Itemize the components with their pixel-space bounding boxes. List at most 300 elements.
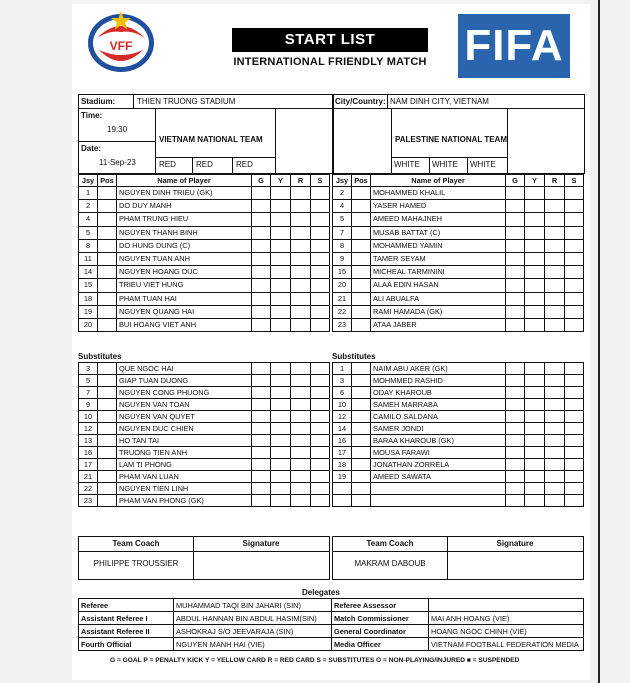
yellow-card-cell (271, 435, 291, 447)
substitution-cell (565, 411, 584, 423)
home-sub-row (79, 411, 330, 423)
red-card-cell (545, 252, 565, 265)
position-cell (98, 279, 117, 292)
position-cell (98, 459, 117, 471)
jersey-number (333, 483, 352, 495)
jersey-number: 21 (79, 471, 98, 483)
away-sub-row (333, 399, 584, 411)
player-name: TRIEU VIET HUNG (117, 279, 252, 292)
home-sub-row (79, 399, 330, 411)
substitution-cell (311, 495, 330, 507)
yellow-card-cell (271, 459, 291, 471)
goal-cell (252, 435, 271, 447)
substitution-cell (311, 266, 330, 279)
player-name: NGUYEN HOANG DUC (117, 266, 252, 279)
jersey-number: 16 (79, 447, 98, 459)
position-cell (98, 213, 117, 226)
home-starter-row (79, 200, 330, 213)
home-sub-row (79, 447, 330, 459)
jersey-number: 14 (333, 423, 352, 435)
jersey-number: 11 (79, 252, 98, 265)
red-card-cell (291, 399, 311, 411)
jersey-number: 13 (79, 435, 98, 447)
position-cell (352, 387, 371, 399)
start-list-page (72, 4, 590, 680)
yellow-card-cell (525, 200, 545, 213)
goal-cell (252, 375, 271, 387)
player-name: NGUYEN VAN QUYET (117, 411, 252, 423)
jersey-number: 10 (333, 399, 352, 411)
position-cell (352, 363, 371, 375)
jersey-number (333, 495, 352, 507)
home-team-name: VIETNAM NATIONAL TEAM (159, 135, 263, 144)
home-starter-row (79, 292, 330, 305)
jersey-number: 5 (333, 213, 352, 226)
jersey-number: 3 (79, 363, 98, 375)
jersey-number: 19 (333, 471, 352, 483)
away-starter-row (333, 266, 584, 279)
jersey-number: 9 (333, 252, 352, 265)
red-card-cell (545, 387, 565, 399)
jersey-number: 8 (333, 239, 352, 252)
yellow-card-cell (271, 363, 291, 375)
substitution-cell (565, 423, 584, 435)
home-starters-table (78, 174, 330, 332)
player-name: PHAM VAN PHONG (GK) (117, 495, 252, 507)
red-card-cell (291, 447, 311, 459)
red-card-cell (291, 200, 311, 213)
yellow-card-cell (271, 252, 291, 265)
player-name: RAMI HAMADA (GK) (371, 305, 506, 318)
goal-cell (506, 279, 525, 292)
away-starter-row (333, 187, 584, 200)
substitution-cell (311, 483, 330, 495)
jersey-number: 4 (333, 200, 352, 213)
player-name: CAMILO SALDANA (371, 411, 506, 423)
jersey-number: 22 (333, 305, 352, 318)
home-starter-row (79, 252, 330, 265)
away-sub-row (333, 363, 584, 375)
red-card-cell (291, 187, 311, 200)
away-sub-row (333, 483, 584, 495)
jersey-number: 16 (333, 435, 352, 447)
fifa-logo: FIFA (458, 14, 570, 78)
position-cell (352, 318, 371, 331)
goal-cell (506, 423, 525, 435)
delegate-name: MAI ANH HOANG (VIE) (429, 612, 584, 625)
jersey-number: 18 (79, 292, 98, 305)
match-info-grid (78, 94, 585, 174)
substitution-cell (311, 305, 330, 318)
away-kit-shirt: WHITE (394, 160, 420, 169)
red-card-cell (545, 279, 565, 292)
legend: G = GOAL P = PENALTY KICK Y = YELLOW CARD R = RED CARD S = SUBSTITUTES O = NON-PLAYING/INJURED ■ = SUSPENDED (110, 657, 520, 664)
red-card-cell (545, 213, 565, 226)
position-cell (352, 292, 371, 305)
player-name: PHAM TUAN HAI (117, 292, 252, 305)
position-cell (98, 411, 117, 423)
goal-cell (506, 435, 525, 447)
yellow-card-cell (271, 213, 291, 226)
substitution-cell (565, 200, 584, 213)
delegate-role: Referee (79, 599, 174, 612)
goal-cell (252, 187, 271, 200)
red-card-cell (291, 459, 311, 471)
yellow-card-cell (525, 363, 545, 375)
yellow-card-cell (271, 471, 291, 483)
goal-cell (506, 266, 525, 279)
away-starter-row (333, 292, 584, 305)
jersey-number: 6 (333, 387, 352, 399)
red-card-cell (291, 318, 311, 331)
substitution-cell (565, 213, 584, 226)
away-sub-row (333, 459, 584, 471)
away-sub-row (333, 495, 584, 507)
yellow-card-cell (271, 226, 291, 239)
date-label: Date: (81, 144, 102, 153)
yellow-card-cell (271, 200, 291, 213)
away-team-name: PALESTINE NATIONAL TEAM (395, 135, 507, 144)
goal-cell (506, 187, 525, 200)
yellow-card-cell (525, 318, 545, 331)
yellow-card-cell (525, 495, 545, 507)
delegate-role: Media Officer (332, 638, 429, 651)
substitution-cell (311, 375, 330, 387)
yellow-card-cell (525, 266, 545, 279)
yellow-card-cell (525, 483, 545, 495)
goal-cell (252, 363, 271, 375)
delegate-role: Referee Assessor (332, 599, 429, 612)
home-kit-socks: RED (236, 160, 253, 169)
jersey-number: 5 (79, 375, 98, 387)
substitution-cell (565, 318, 584, 331)
substitution-cell (565, 483, 584, 495)
position-cell (352, 399, 371, 411)
substitution-cell (565, 387, 584, 399)
home-kit-shorts: RED (196, 160, 213, 169)
delegate-role: Assistant Referee II (79, 625, 174, 638)
substitution-cell (311, 226, 330, 239)
yellow-card-cell (525, 279, 545, 292)
jersey-number: 12 (79, 423, 98, 435)
position-cell (352, 239, 371, 252)
substitution-cell (311, 363, 330, 375)
delegate-role: Match Commissioner (332, 612, 429, 625)
player-name: NGUYEN TIEN LINH (117, 483, 252, 495)
jersey-number: 20 (79, 318, 98, 331)
position-cell (352, 435, 371, 447)
player-name: MICHEAL TARMININI (371, 266, 506, 279)
substitution-cell (311, 252, 330, 265)
home-subs-table (78, 362, 330, 507)
goal-cell (506, 226, 525, 239)
substitution-cell (311, 411, 330, 423)
yellow-card-cell (271, 266, 291, 279)
goal-cell (252, 387, 271, 399)
time-label: Time: (81, 111, 103, 120)
jersey-number: 2 (79, 200, 98, 213)
player-name: MUSAB BATTAT (C) (371, 226, 506, 239)
jersey-number: 23 (79, 495, 98, 507)
goal-cell (252, 399, 271, 411)
red-card-cell (545, 411, 565, 423)
home-starter-row (79, 239, 330, 252)
red-card-cell (291, 292, 311, 305)
position-cell (98, 495, 117, 507)
position-cell (98, 292, 117, 305)
goal-cell (506, 200, 525, 213)
yellow-card-cell (525, 187, 545, 200)
substitution-cell (311, 435, 330, 447)
player-name: ATAA JABER (371, 318, 506, 331)
substitution-cell (565, 279, 584, 292)
yellow-card-cell (525, 239, 545, 252)
red-card-cell (291, 226, 311, 239)
away-sub-row (333, 411, 584, 423)
delegate-name: MUHAMMAD TAQI BIN JAHARI (SIN) (174, 599, 332, 612)
player-name: DO HUNG DUNG (C) (117, 239, 252, 252)
substitution-cell (565, 292, 584, 305)
jersey-number: 22 (79, 483, 98, 495)
position-cell (352, 252, 371, 265)
away-starters-table (332, 174, 584, 332)
goal-cell (252, 266, 271, 279)
goal-cell (252, 213, 271, 226)
yellow-card-cell (525, 411, 545, 423)
jersey-number: 10 (79, 411, 98, 423)
goal-cell (506, 483, 525, 495)
jersey-number: 5 (79, 226, 98, 239)
home-starter-row (79, 318, 330, 331)
player-name: BUI HOANG VIET ANH (117, 318, 252, 331)
position-cell (98, 266, 117, 279)
jersey-number: 17 (333, 447, 352, 459)
home-coach-box (78, 536, 330, 580)
position-cell (98, 375, 117, 387)
substitution-cell (311, 239, 330, 252)
home-subs-heading: Substitutes (78, 352, 122, 361)
goal-cell (252, 483, 271, 495)
goal-cell (252, 239, 271, 252)
player-name: NAIM ABU AKER (GK) (371, 363, 506, 375)
delegate-row (79, 612, 584, 625)
page-title: START LIST (232, 28, 428, 52)
goal-cell (252, 459, 271, 471)
position-cell (352, 459, 371, 471)
substitution-cell (565, 399, 584, 411)
position-cell (98, 252, 117, 265)
substitution-cell (311, 471, 330, 483)
home-signature-label: Signature (242, 539, 280, 548)
player-name: MOHAMMED KHALIL (371, 187, 506, 200)
col-y: Y (271, 175, 291, 187)
red-card-cell (545, 399, 565, 411)
player-name: NGUYEN DINH TRIEU (GK) (117, 187, 252, 200)
position-cell (98, 447, 117, 459)
jersey-number: 23 (333, 318, 352, 331)
col-r: R (545, 175, 565, 187)
yellow-card-cell (525, 447, 545, 459)
yellow-card-cell (525, 423, 545, 435)
substitution-cell (565, 447, 584, 459)
position-cell (352, 411, 371, 423)
home-sub-row (79, 495, 330, 507)
position-cell (98, 363, 117, 375)
player-name: MOHMMED RASHID (371, 375, 506, 387)
position-cell (98, 239, 117, 252)
red-card-cell (291, 435, 311, 447)
home-sub-row (79, 363, 330, 375)
goal-cell (506, 471, 525, 483)
player-name (371, 483, 506, 495)
yellow-card-cell (271, 495, 291, 507)
away-starter-row (333, 226, 584, 239)
goal-cell (252, 471, 271, 483)
away-starter-row (333, 213, 584, 226)
red-card-cell (291, 423, 311, 435)
city-value: NAM DINH CITY, VIETNAM (390, 97, 489, 106)
position-cell (352, 305, 371, 318)
player-name: LAM TI PHONG (117, 459, 252, 471)
position-cell (352, 447, 371, 459)
away-sub-row (333, 387, 584, 399)
jersey-number: 8 (79, 239, 98, 252)
delegate-name: ABDUL HANNAN BIN ABDUL HASIM(SIN) (174, 612, 332, 625)
substitution-cell (311, 279, 330, 292)
position-cell (98, 305, 117, 318)
home-starter-row (79, 266, 330, 279)
delegate-name (429, 599, 584, 612)
player-name: QUE NGOC HAI (117, 363, 252, 375)
col-s: S (311, 175, 330, 187)
position-cell (98, 399, 117, 411)
red-card-cell (545, 423, 565, 435)
time-value: 19:30 (107, 125, 128, 134)
delegate-row (79, 638, 584, 651)
col-g: G (252, 175, 271, 187)
red-card-cell (291, 411, 311, 423)
substitution-cell (311, 292, 330, 305)
yellow-card-cell (525, 213, 545, 226)
red-card-cell (291, 239, 311, 252)
away-starter-row (333, 200, 584, 213)
substitution-cell (311, 213, 330, 226)
player-name: YASER HAMED (371, 200, 506, 213)
goal-cell (506, 305, 525, 318)
jersey-number: 7 (79, 387, 98, 399)
yellow-card-cell (525, 375, 545, 387)
substitution-cell (311, 459, 330, 471)
goal-cell (252, 279, 271, 292)
yellow-card-cell (271, 318, 291, 331)
goal-cell (252, 252, 271, 265)
substitution-cell (565, 375, 584, 387)
delegate-name: ASHOKRAJ S/O JEEVARAJA (SIN) (174, 625, 332, 638)
yellow-card-cell (525, 399, 545, 411)
player-name: ALI ABUALFA (371, 292, 506, 305)
col-pos: Pos (352, 175, 371, 187)
away-coach-name: MAKRAM DABOUB (354, 559, 426, 568)
yellow-card-cell (525, 226, 545, 239)
goal-cell (506, 399, 525, 411)
yellow-card-cell (271, 423, 291, 435)
delegate-role: General Coordinator (332, 625, 429, 638)
delegate-role: Assistant Referee I (79, 612, 174, 625)
stadium-label: Stadium: (81, 97, 116, 106)
away-starter-row (333, 279, 584, 292)
red-card-cell (291, 266, 311, 279)
goal-cell (252, 292, 271, 305)
goal-cell (252, 305, 271, 318)
home-starter-row (79, 187, 330, 200)
goal-cell (506, 495, 525, 507)
red-card-cell (545, 187, 565, 200)
goal-cell (252, 423, 271, 435)
jersey-number: 17 (79, 459, 98, 471)
goal-cell (506, 447, 525, 459)
player-name: ODAY KHAROUB (371, 387, 506, 399)
home-coach-label: Team Coach (112, 539, 160, 548)
home-sub-row (79, 375, 330, 387)
away-starter-row (333, 239, 584, 252)
city-label: City/Country: (335, 97, 386, 106)
vff-logo (85, 8, 157, 74)
substitution-cell (311, 200, 330, 213)
player-name: AMEED MAHAJNEH (371, 213, 506, 226)
player-name: SAMEH MARRABA (371, 399, 506, 411)
yellow-card-cell (525, 459, 545, 471)
home-starter-row (79, 213, 330, 226)
away-signature-label: Signature (496, 539, 534, 548)
position-cell (98, 483, 117, 495)
yellow-card-cell (271, 447, 291, 459)
substitution-cell (565, 471, 584, 483)
yellow-card-cell (271, 239, 291, 252)
red-card-cell (545, 226, 565, 239)
red-card-cell (291, 387, 311, 399)
match-type: INTERNATIONAL FRIENDLY MATCH (233, 56, 427, 68)
yellow-card-cell (271, 387, 291, 399)
position-cell (352, 495, 371, 507)
col-pos: Pos (98, 175, 117, 187)
away-sub-row (333, 471, 584, 483)
away-sub-row (333, 435, 584, 447)
col-name: Name of Player (371, 175, 506, 187)
delegate-row (79, 625, 584, 638)
home-starter-row (79, 305, 330, 318)
player-name: DO DUY MANH (117, 200, 252, 213)
substitution-cell (311, 387, 330, 399)
substitution-cell (565, 435, 584, 447)
goal-cell (252, 411, 271, 423)
goal-cell (252, 495, 271, 507)
home-sub-row (79, 423, 330, 435)
goal-cell (506, 292, 525, 305)
yellow-card-cell (525, 305, 545, 318)
red-card-cell (291, 363, 311, 375)
goal-cell (506, 363, 525, 375)
home-starter-row (79, 226, 330, 239)
goal-cell (506, 411, 525, 423)
yellow-card-cell (271, 292, 291, 305)
red-card-cell (291, 213, 311, 226)
red-card-cell (545, 200, 565, 213)
home-starter-row (79, 279, 330, 292)
delegate-role: Fourth Official (79, 638, 174, 651)
home-kit-shirt: RED (159, 160, 176, 169)
substitution-cell (565, 187, 584, 200)
away-subs-table (332, 362, 584, 507)
